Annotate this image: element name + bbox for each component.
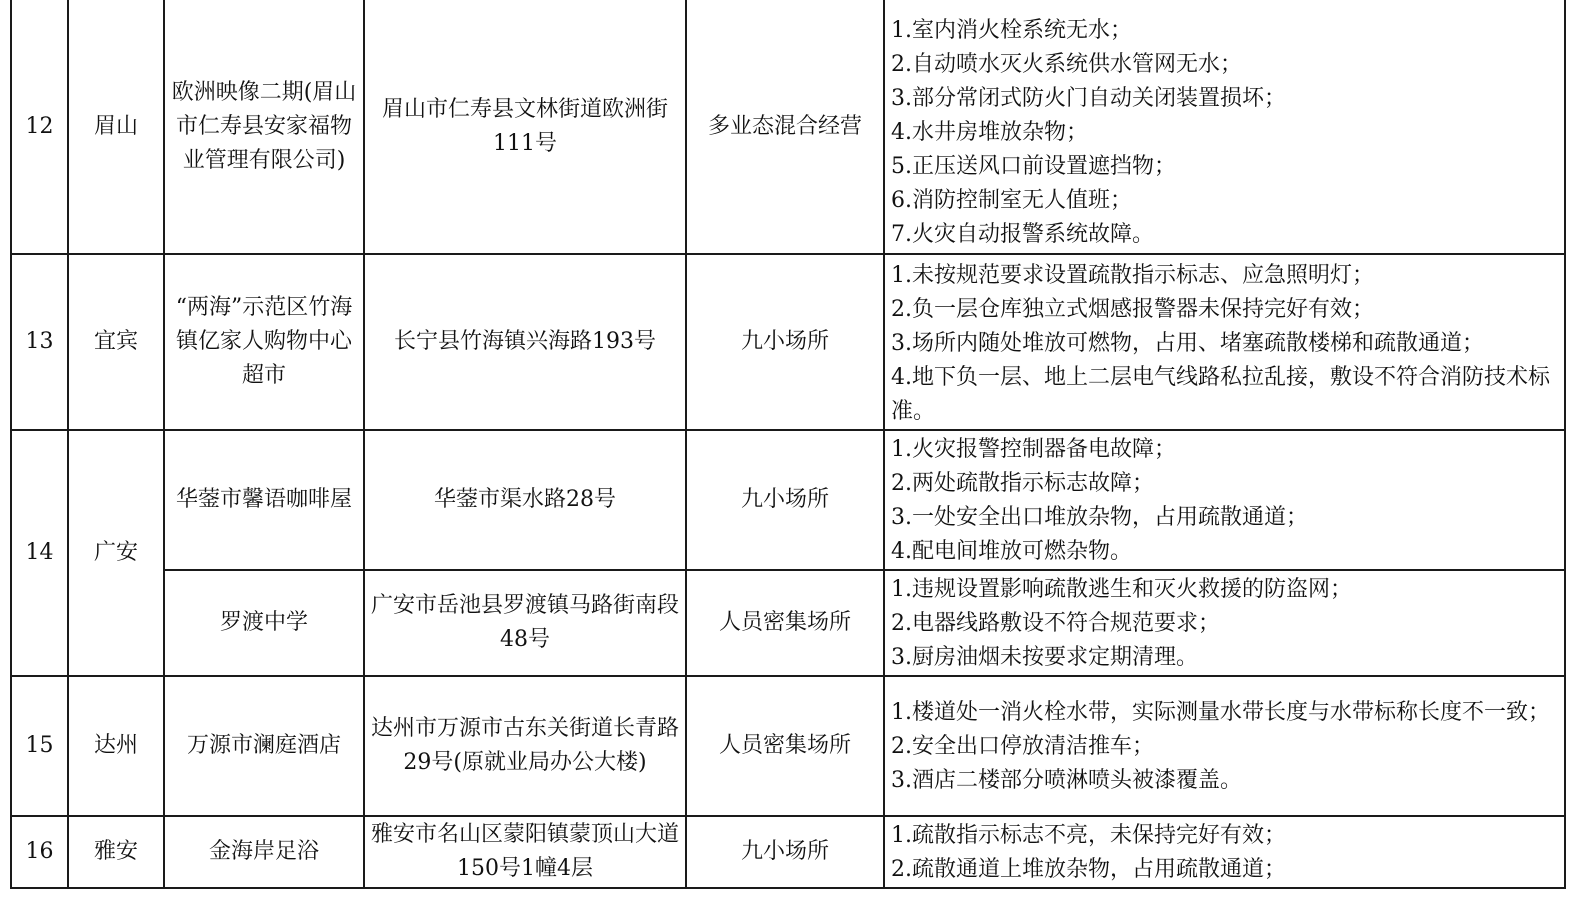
issue-item: 3.酒店二楼部分喷淋喷头被漆覆盖。	[891, 768, 1242, 793]
issue-item: 3.一处安全出口堆放杂物，占用疏散通道；	[891, 505, 1308, 530]
unit-name-cell: 金海岸足浴	[164, 816, 364, 888]
unit-type-cell: 九小场所	[686, 254, 884, 430]
issue-item: 2.疏散通道上堆放杂物，占用疏散通道；	[891, 857, 1286, 882]
issue-item: 4.水井房堆放杂物；	[891, 119, 1088, 145]
row-number: 14	[11, 430, 68, 676]
issues-cell	[884, 816, 1565, 888]
unit-type-cell: 九小场所	[686, 816, 884, 888]
address-cell: 达州市万源市古东关街道长青路29号(原就业局办公大楼)	[364, 676, 686, 816]
issue-item: 1.楼道处一消火栓水带，实际测量水带长度与水带标称长度不一致；	[891, 700, 1550, 725]
row-number: 13	[11, 254, 68, 430]
issue-item: 4.地下负一层、地上二层电气线路私拉乱接，敷设不符合消防技术标准。	[891, 365, 1550, 424]
issue-item: 1.火灾报警控制器备电故障；	[891, 437, 1176, 462]
unit-name-cell: 欧洲映像二期(眉山市仁寿县安家福物业管理有限公司)	[164, 0, 364, 254]
city-cell: 达州	[68, 676, 164, 816]
row-number: 12	[11, 0, 68, 254]
address-cell: 长宁县竹海镇兴海路193号	[364, 254, 686, 430]
address-cell: 雅安市名山区蒙阳镇蒙顶山大道150号1幢4层	[364, 816, 686, 888]
inspection-table	[10, 0, 1566, 889]
table-row	[11, 570, 1565, 676]
row-number: 16	[11, 816, 68, 888]
unit-name-cell: 华蓥市馨语咖啡屋	[164, 430, 364, 570]
address-cell: 眉山市仁寿县文林街道欧洲街111号	[364, 0, 686, 254]
table-row	[11, 676, 1565, 816]
unit-name-cell: 万源市澜庭酒店	[164, 676, 364, 816]
city-cell: 雅安	[68, 816, 164, 888]
table-row	[11, 430, 1565, 570]
address-cell: 华蓥市渠水路28号	[364, 430, 686, 570]
issues-cell	[884, 254, 1565, 430]
city-cell: 广安	[68, 430, 164, 676]
row-number: 15	[11, 676, 68, 816]
issue-item: 2.电器线路敷设不符合规范要求；	[891, 611, 1220, 636]
issues-cell	[884, 570, 1565, 676]
issue-item: 2.两处疏散指示标志故障；	[891, 471, 1154, 496]
issue-item: 2.自动喷水灭火系统供水管网无水；	[891, 51, 1242, 77]
issue-item: 4.配电间堆放可燃杂物。	[891, 539, 1132, 564]
address-cell: 广安市岳池县罗渡镇马路街南段48号	[364, 570, 686, 676]
unit-type-cell: 人员密集场所	[686, 570, 884, 676]
table-row	[11, 0, 1565, 254]
issue-item: 1.室内消火栓系统无水；	[891, 17, 1132, 43]
unit-name-cell: 罗渡中学	[164, 570, 364, 676]
table-row	[11, 816, 1565, 888]
unit-type-cell: 九小场所	[686, 430, 884, 570]
issue-item: 1.未按规范要求设置疏散指示标志、应急照明灯；	[891, 263, 1374, 288]
table-row	[11, 254, 1565, 430]
issues-cell	[884, 676, 1565, 816]
issues-cell	[884, 0, 1565, 254]
issue-item: 1.违规设置影响疏散逃生和灭火救援的防盗网；	[891, 577, 1352, 602]
issue-item: 5.正压送风口前设置遮挡物；	[891, 153, 1176, 179]
city-cell: 宜宾	[68, 254, 164, 430]
issue-item: 7.火灾自动报警系统故障。	[891, 221, 1154, 247]
issue-item: 3.厨房油烟未按要求定期清理。	[891, 645, 1198, 670]
issue-item: 1.疏散指示标志不亮，未保持完好有效；	[891, 823, 1286, 848]
unit-type-cell: 人员密集场所	[686, 676, 884, 816]
unit-name-cell: “两海”示范区竹海镇亿家人购物中心超市	[164, 254, 364, 430]
unit-type-cell: 多业态混合经营	[686, 0, 884, 254]
issue-item: 2.安全出口停放清洁推车；	[891, 734, 1154, 759]
issue-item: 3.场所内随处堆放可燃物，占用、堵塞疏散楼梯和疏散通道；	[891, 331, 1484, 356]
issue-item: 6.消防控制室无人值班；	[891, 187, 1132, 213]
issues-cell	[884, 430, 1565, 570]
issue-item: 3.部分常闭式防火门自动关闭装置损坏；	[891, 85, 1286, 111]
issue-item: 2.负一层仓库独立式烟感报警器未保持完好有效；	[891, 297, 1374, 322]
city-cell: 眉山	[68, 0, 164, 254]
